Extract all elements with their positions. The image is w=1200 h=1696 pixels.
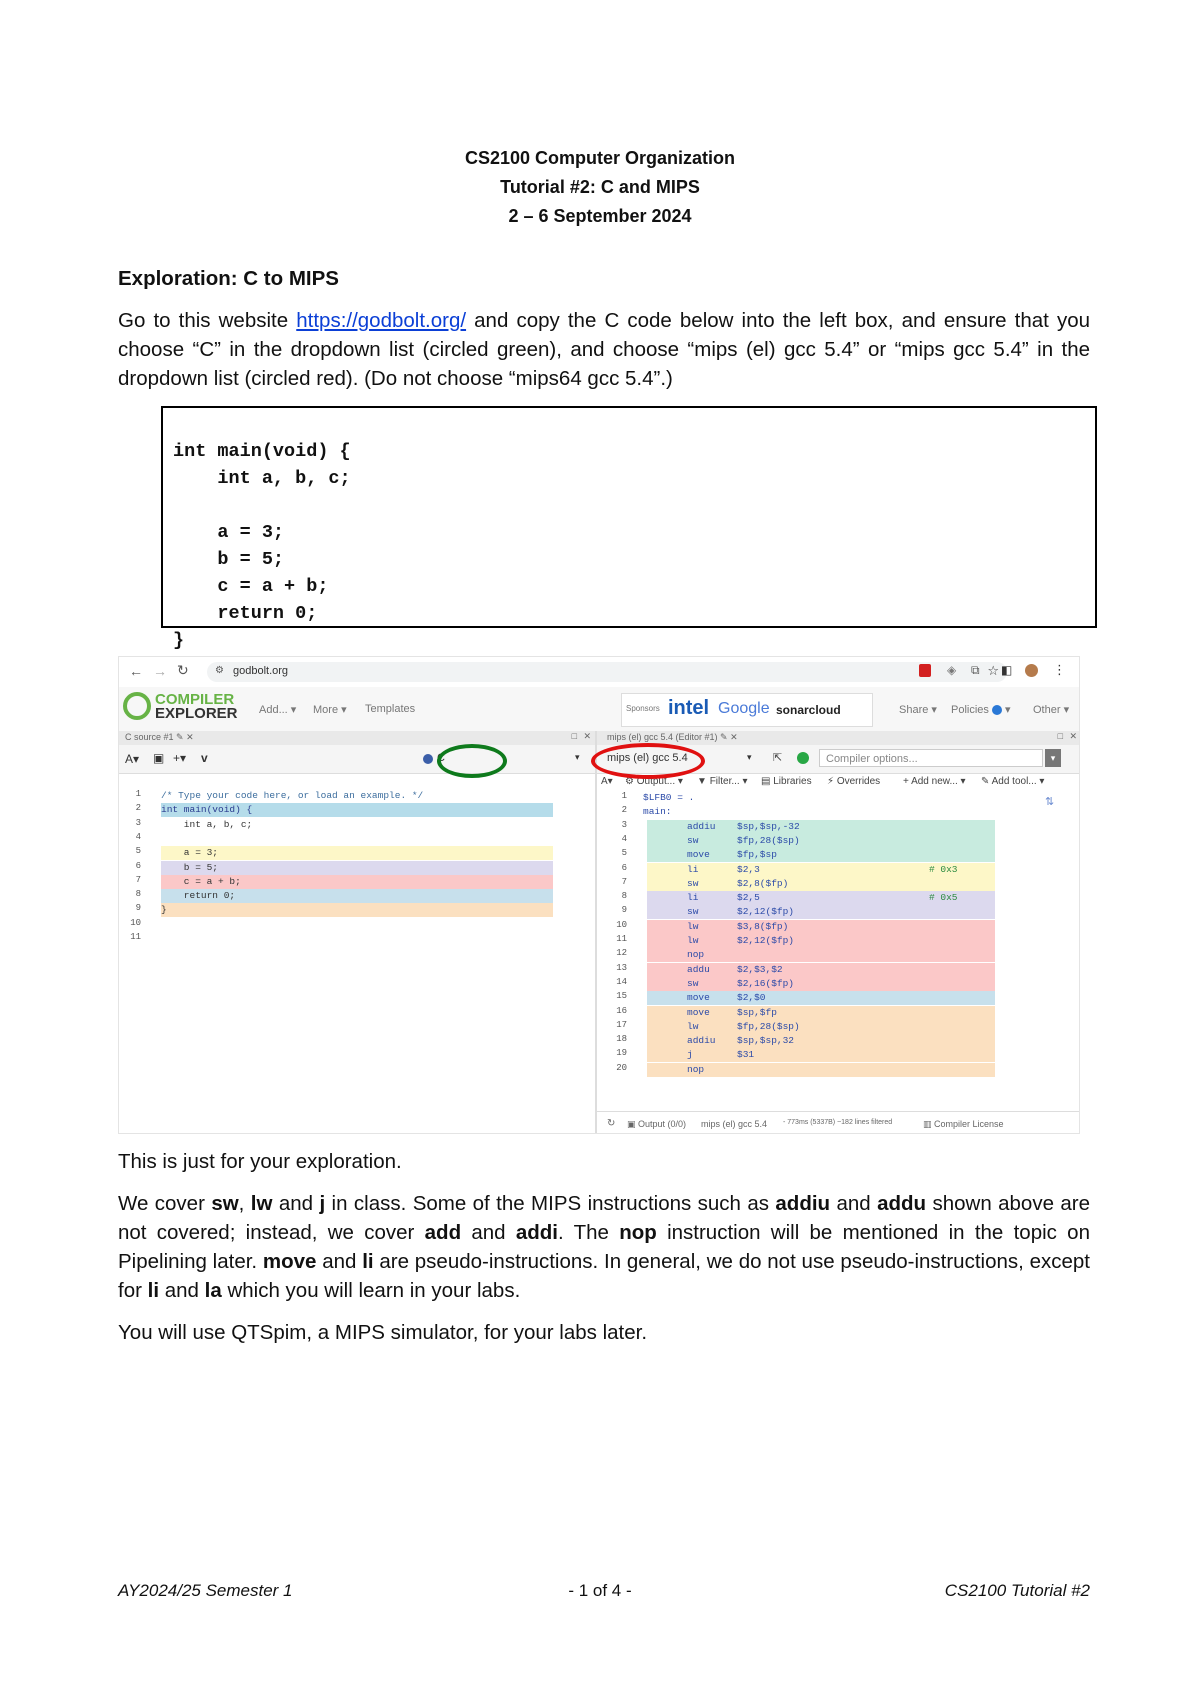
code-line: }: [173, 630, 185, 651]
asm-line[interactable]: [643, 791, 991, 805]
source-line[interactable]: }: [161, 903, 553, 917]
asm-line-number: 10: [616, 919, 627, 930]
close-icon[interactable]: ✕: [583, 731, 591, 741]
asm-line-number: 16: [616, 1005, 627, 1016]
line-number: 4: [135, 831, 141, 842]
asm-opcode: sw: [687, 977, 699, 989]
asm-opcode: $LFB0 = .: [643, 792, 695, 803]
asm-line-number: 15: [616, 991, 627, 1002]
line-number: 3: [135, 817, 141, 828]
sidepanel-icon[interactable]: ◧: [1001, 663, 1013, 677]
footer-course: CS2100 Tutorial #2: [944, 1581, 1090, 1600]
ce-logo-icon[interactable]: [123, 692, 151, 720]
forward-arrow-icon[interactable]: →: [153, 663, 167, 679]
code-line: b = 5;: [173, 549, 285, 570]
line-number: 10: [130, 917, 141, 928]
asm-operands: $fp,$sp: [737, 849, 777, 861]
asm-opcode: nop: [687, 1063, 705, 1075]
bookmark-star-icon[interactable]: ☆: [987, 663, 999, 678]
options-dropdown-icon[interactable]: ▾: [1045, 749, 1061, 767]
sponsor-sonarcloud[interactable]: sonarcloud: [776, 703, 841, 717]
site-info-icon[interactable]: ⚙: [215, 665, 224, 676]
add-pane-icon[interactable]: +▾: [173, 751, 187, 765]
font-size-icon[interactable]: A▾: [601, 776, 613, 787]
asm-line[interactable]: [643, 805, 991, 819]
asm-comment: # 0x5: [929, 892, 958, 904]
c-language-icon: [423, 754, 433, 764]
source-editor[interactable]: [119, 775, 595, 1075]
asm-operands: $3,8($fp): [737, 920, 789, 932]
compiler-license-link[interactable]: ▥ Compiler License: [923, 1119, 1004, 1129]
intro-paragraph: [118, 306, 1090, 393]
line-number: 7: [135, 874, 141, 885]
asm-operands: $2,5: [737, 892, 760, 904]
asm-line[interactable]: [647, 920, 995, 934]
asm-comment: # 0x3: [929, 863, 958, 875]
line-number: 5: [135, 846, 141, 857]
asm-opcode: li: [687, 863, 699, 875]
kebab-menu-icon[interactable]: ⋮: [1053, 662, 1066, 677]
status-timing: - 773ms (5337B) ~182 lines filtered: [783, 1119, 893, 1126]
templates-menu[interactable]: Templates: [365, 703, 416, 715]
extension-icon[interactable]: ◈: [947, 663, 957, 677]
profile-avatar-icon[interactable]: [1025, 664, 1038, 677]
exploration-note: This is just for your exploration.: [118, 1150, 402, 1173]
browser-toolbar: [119, 657, 1079, 688]
asm-opcode: nop: [687, 949, 705, 961]
asm-opcode: addiu: [687, 820, 716, 832]
asm-opcode: j: [687, 1049, 693, 1061]
scroll-indicator-icon[interactable]: ⇅: [1045, 796, 1055, 808]
status-bar: [597, 1111, 1080, 1134]
source-line[interactable]: [161, 832, 553, 846]
asm-operands: $2,8($fp): [737, 877, 789, 889]
asm-opcode: sw: [687, 906, 699, 918]
asm-line[interactable]: [647, 863, 995, 877]
add-menu[interactable]: Add... ▾: [259, 704, 297, 716]
line-number: 2: [135, 803, 141, 814]
asm-line-number: 5: [621, 848, 627, 859]
green-highlight-circle: [437, 744, 507, 778]
godbolt-link[interactable]: https://godbolt.org/: [296, 309, 467, 332]
red-highlight-circle: [591, 743, 705, 779]
sponsors-box: [621, 693, 873, 727]
font-size-icon[interactable]: A▾: [125, 752, 140, 766]
source-line[interactable]: c = a + b;: [161, 875, 553, 889]
line-number: 11: [130, 932, 141, 942]
asm-line[interactable]: [647, 963, 995, 977]
asm-line[interactable]: [647, 848, 995, 862]
asm-line[interactable]: [647, 948, 995, 962]
asm-line-number: 11: [616, 934, 627, 944]
asm-opcode: move: [687, 992, 710, 1004]
asm-opcode: li: [687, 892, 699, 904]
asm-line[interactable]: [647, 1020, 995, 1034]
more-menu[interactable]: More ▾: [313, 704, 347, 716]
compile-ok-icon: [797, 752, 809, 764]
maximize-icon[interactable]: □: [1057, 731, 1063, 741]
asm-opcode: main:: [643, 806, 672, 818]
source-line[interactable]: [161, 918, 553, 932]
line-number: 6: [135, 860, 141, 871]
code-line: [173, 492, 1085, 519]
asm-operands: $2,$3,$2: [737, 963, 783, 975]
asm-operands: $2,12($fp): [737, 935, 795, 946]
asm-opcode: move: [687, 1006, 710, 1018]
ce-header: [119, 687, 1079, 732]
asm-operands: $2,12($fp): [737, 906, 795, 918]
add-tool-button[interactable]: ✎ Add tool... ▾: [981, 776, 1045, 787]
code-line: int a, b, c;: [173, 468, 351, 489]
logo-line-1: COMPILER: [155, 691, 235, 708]
asm-line[interactable]: [647, 834, 995, 848]
line-number: 1: [135, 789, 141, 799]
line-number: 8: [135, 889, 141, 900]
page-number: - 1 of 4 -: [568, 1581, 632, 1600]
asm-line-number: 1: [621, 791, 627, 801]
vim-icon[interactable]: v: [201, 751, 208, 765]
asm-line-number: 18: [616, 1034, 627, 1045]
asm-line-number: 6: [621, 862, 627, 873]
asm-line-number: 13: [616, 962, 627, 973]
asm-opcode: sw: [687, 877, 699, 889]
left-editor-toolbar: [119, 745, 595, 774]
sponsor-intel[interactable]: intel: [668, 697, 710, 719]
compiler-value: mips (el) gcc 5.4: [607, 752, 688, 764]
maximize-icon[interactable]: □: [571, 731, 577, 741]
asm-operands: $2,3: [737, 863, 760, 875]
compiler-explorer-screenshot: [118, 656, 1080, 1134]
source-line[interactable]: int a, b, c;: [161, 818, 553, 832]
code-line: return 0;: [173, 603, 318, 624]
left-tab-row: [119, 731, 595, 745]
asm-line-number: 20: [616, 1062, 627, 1073]
sponsor-google[interactable]: Google: [718, 700, 770, 717]
puzzle-icon[interactable]: ⧉: [971, 663, 980, 677]
course-title: CS2100 Computer Organization: [464, 148, 736, 168]
compiler-options-input[interactable]: Compiler options...: [819, 749, 1043, 767]
language-value: C: [437, 752, 445, 764]
asm-line-number: 19: [616, 1048, 627, 1059]
asm-operands: $fp,28($sp): [737, 1020, 800, 1032]
output-count[interactable]: ▣ Output (0/0): [627, 1119, 687, 1129]
asm-operands: $sp,$sp,32: [737, 1035, 795, 1047]
status-compiler: mips (el) gcc 5.4: [701, 1119, 768, 1129]
asm-opcode: lw: [687, 1020, 699, 1032]
asm-operands: $fp,28($sp): [737, 834, 800, 846]
asm-line[interactable]: [647, 991, 995, 1005]
policies-badge-icon: [992, 705, 1002, 715]
output-button[interactable]: ⚙ Output... ▾: [625, 776, 683, 787]
filter-button[interactable]: ▼ Filter... ▾: [697, 776, 748, 787]
asm-line[interactable]: [647, 1006, 995, 1020]
tutorial-dates: 2 – 6 September 2024: [508, 206, 692, 226]
asm-line-number: 14: [616, 976, 627, 987]
add-new-button[interactable]: + Add new... ▾: [903, 776, 966, 787]
address-bar[interactable]: [207, 662, 1007, 682]
asm-operands: $sp,$fp: [737, 1006, 777, 1018]
source-line[interactable]: [161, 932, 553, 946]
other-menu[interactable]: Other ▾: [1033, 704, 1070, 716]
asm-line-number: 4: [621, 833, 627, 844]
asm-operands: $31: [737, 1049, 755, 1061]
source-line[interactable]: b = 5;: [161, 861, 553, 875]
code-line: c = a + b;: [173, 576, 329, 597]
asm-line[interactable]: [647, 891, 995, 905]
logo-line-2: EXPLORER: [155, 705, 238, 722]
asm-opcode: lw: [687, 935, 699, 946]
asm-operands: $2,16($fp): [737, 977, 795, 989]
ce-logo-text[interactable]: [155, 693, 238, 721]
intro-text-1: Go to this website: [118, 309, 297, 332]
asm-line[interactable]: [647, 820, 995, 834]
assembly-output[interactable]: [597, 791, 1080, 1111]
asm-line-number: 3: [621, 819, 627, 830]
overrides-button[interactable]: ⚡ Overrides: [827, 776, 881, 787]
chevron-down-icon[interactable]: ▾: [747, 752, 752, 762]
back-arrow-icon[interactable]: ←: [129, 663, 143, 679]
asm-line-number: 17: [616, 1019, 627, 1030]
line-number: 9: [135, 903, 141, 914]
asm-line[interactable]: [647, 1034, 995, 1048]
asm-line-number: 8: [621, 891, 627, 902]
asm-line-number: 9: [621, 905, 627, 916]
sponsors-label: Sponsors: [626, 704, 660, 713]
source-line[interactable]: return 0;: [161, 889, 553, 903]
save-icon[interactable]: ▣: [153, 751, 165, 765]
code-line: int main(void) {: [173, 441, 351, 462]
asm-line[interactable]: [647, 905, 995, 919]
left-editor-tab[interactable]: C source #1 ✎ ✕: [125, 732, 194, 742]
asm-line-number: 2: [621, 805, 627, 816]
source-line[interactable]: int main(void) {: [161, 803, 553, 817]
asm-opcode: sw: [687, 834, 699, 846]
reload-icon[interactable]: ↻: [177, 662, 189, 678]
asm-line[interactable]: [647, 1048, 995, 1062]
mips-coverage-paragraph: We cover sw, lw and j in class. Some of the MIPS instructions such as addiu and addu shown above are not covered; instead, we cover add and addi. The nop instruction will be mentioned in the topic on Pipelining later. move and li are pseudo-instructions. In general, we do not use pseudo-instructions, except for li and la which you will learn in your labs.: [118, 1192, 1090, 1302]
refresh-icon[interactable]: ↻: [607, 1118, 616, 1129]
asm-line[interactable]: [647, 977, 995, 991]
intro-text-2: and copy the C code below into the left box, and ensure that you choose “C” in the dropdown list (circled green), and choose “mips (el) gcc 5.4” or “mips gcc 5.4” in the dropdown list (circled red). (Do not choose “mips64 gcc 5.4”.): [118, 309, 1091, 390]
asm-line[interactable]: [647, 877, 995, 891]
popout-icon[interactable]: ⇱: [773, 752, 783, 764]
source-line[interactable]: a = 3;: [161, 846, 553, 860]
c-code-box: [161, 406, 1097, 651]
asm-operands: $sp,$sp,-32: [737, 820, 800, 832]
asm-opcode: addiu: [687, 1035, 716, 1047]
libraries-button[interactable]: ▤ Libraries: [761, 776, 812, 787]
code-line: a = 3;: [173, 522, 285, 543]
asm-operands: $2,$0: [737, 992, 766, 1004]
asm-opcode: lw: [687, 920, 699, 932]
asm-opcode: move: [687, 849, 710, 861]
asm-line-number: 7: [621, 876, 627, 887]
pdf-extension-icon[interactable]: [919, 664, 931, 677]
close-icon[interactable]: ✕: [1069, 731, 1077, 741]
source-line[interactable]: /* Type your code here, or load an example. */: [161, 789, 553, 803]
url-text: godbolt.org: [233, 665, 289, 677]
asm-line[interactable]: [647, 1063, 995, 1077]
share-menu[interactable]: Share ▾: [899, 704, 937, 716]
asm-line[interactable]: [647, 934, 995, 948]
asm-opcode: addu: [687, 963, 710, 975]
right-compiler-tab[interactable]: mips (el) gcc 5.4 (Editor #1) ✎ ✕: [607, 732, 738, 742]
policies-menu[interactable]: Policies ▾: [951, 704, 1011, 716]
asm-line-number: 12: [616, 948, 627, 959]
footer-semester: AY2024/25 Semester 1: [118, 1581, 293, 1600]
qtspim-note: You will use QTSpim, a MIPS simulator, for your labs later.: [118, 1321, 648, 1344]
section-title: Exploration: C to MIPS: [118, 267, 339, 290]
chevron-down-icon[interactable]: ▾: [575, 752, 580, 762]
tutorial-title: Tutorial #2: C and MIPS: [500, 177, 700, 197]
right-tab-row: [597, 731, 1080, 745]
